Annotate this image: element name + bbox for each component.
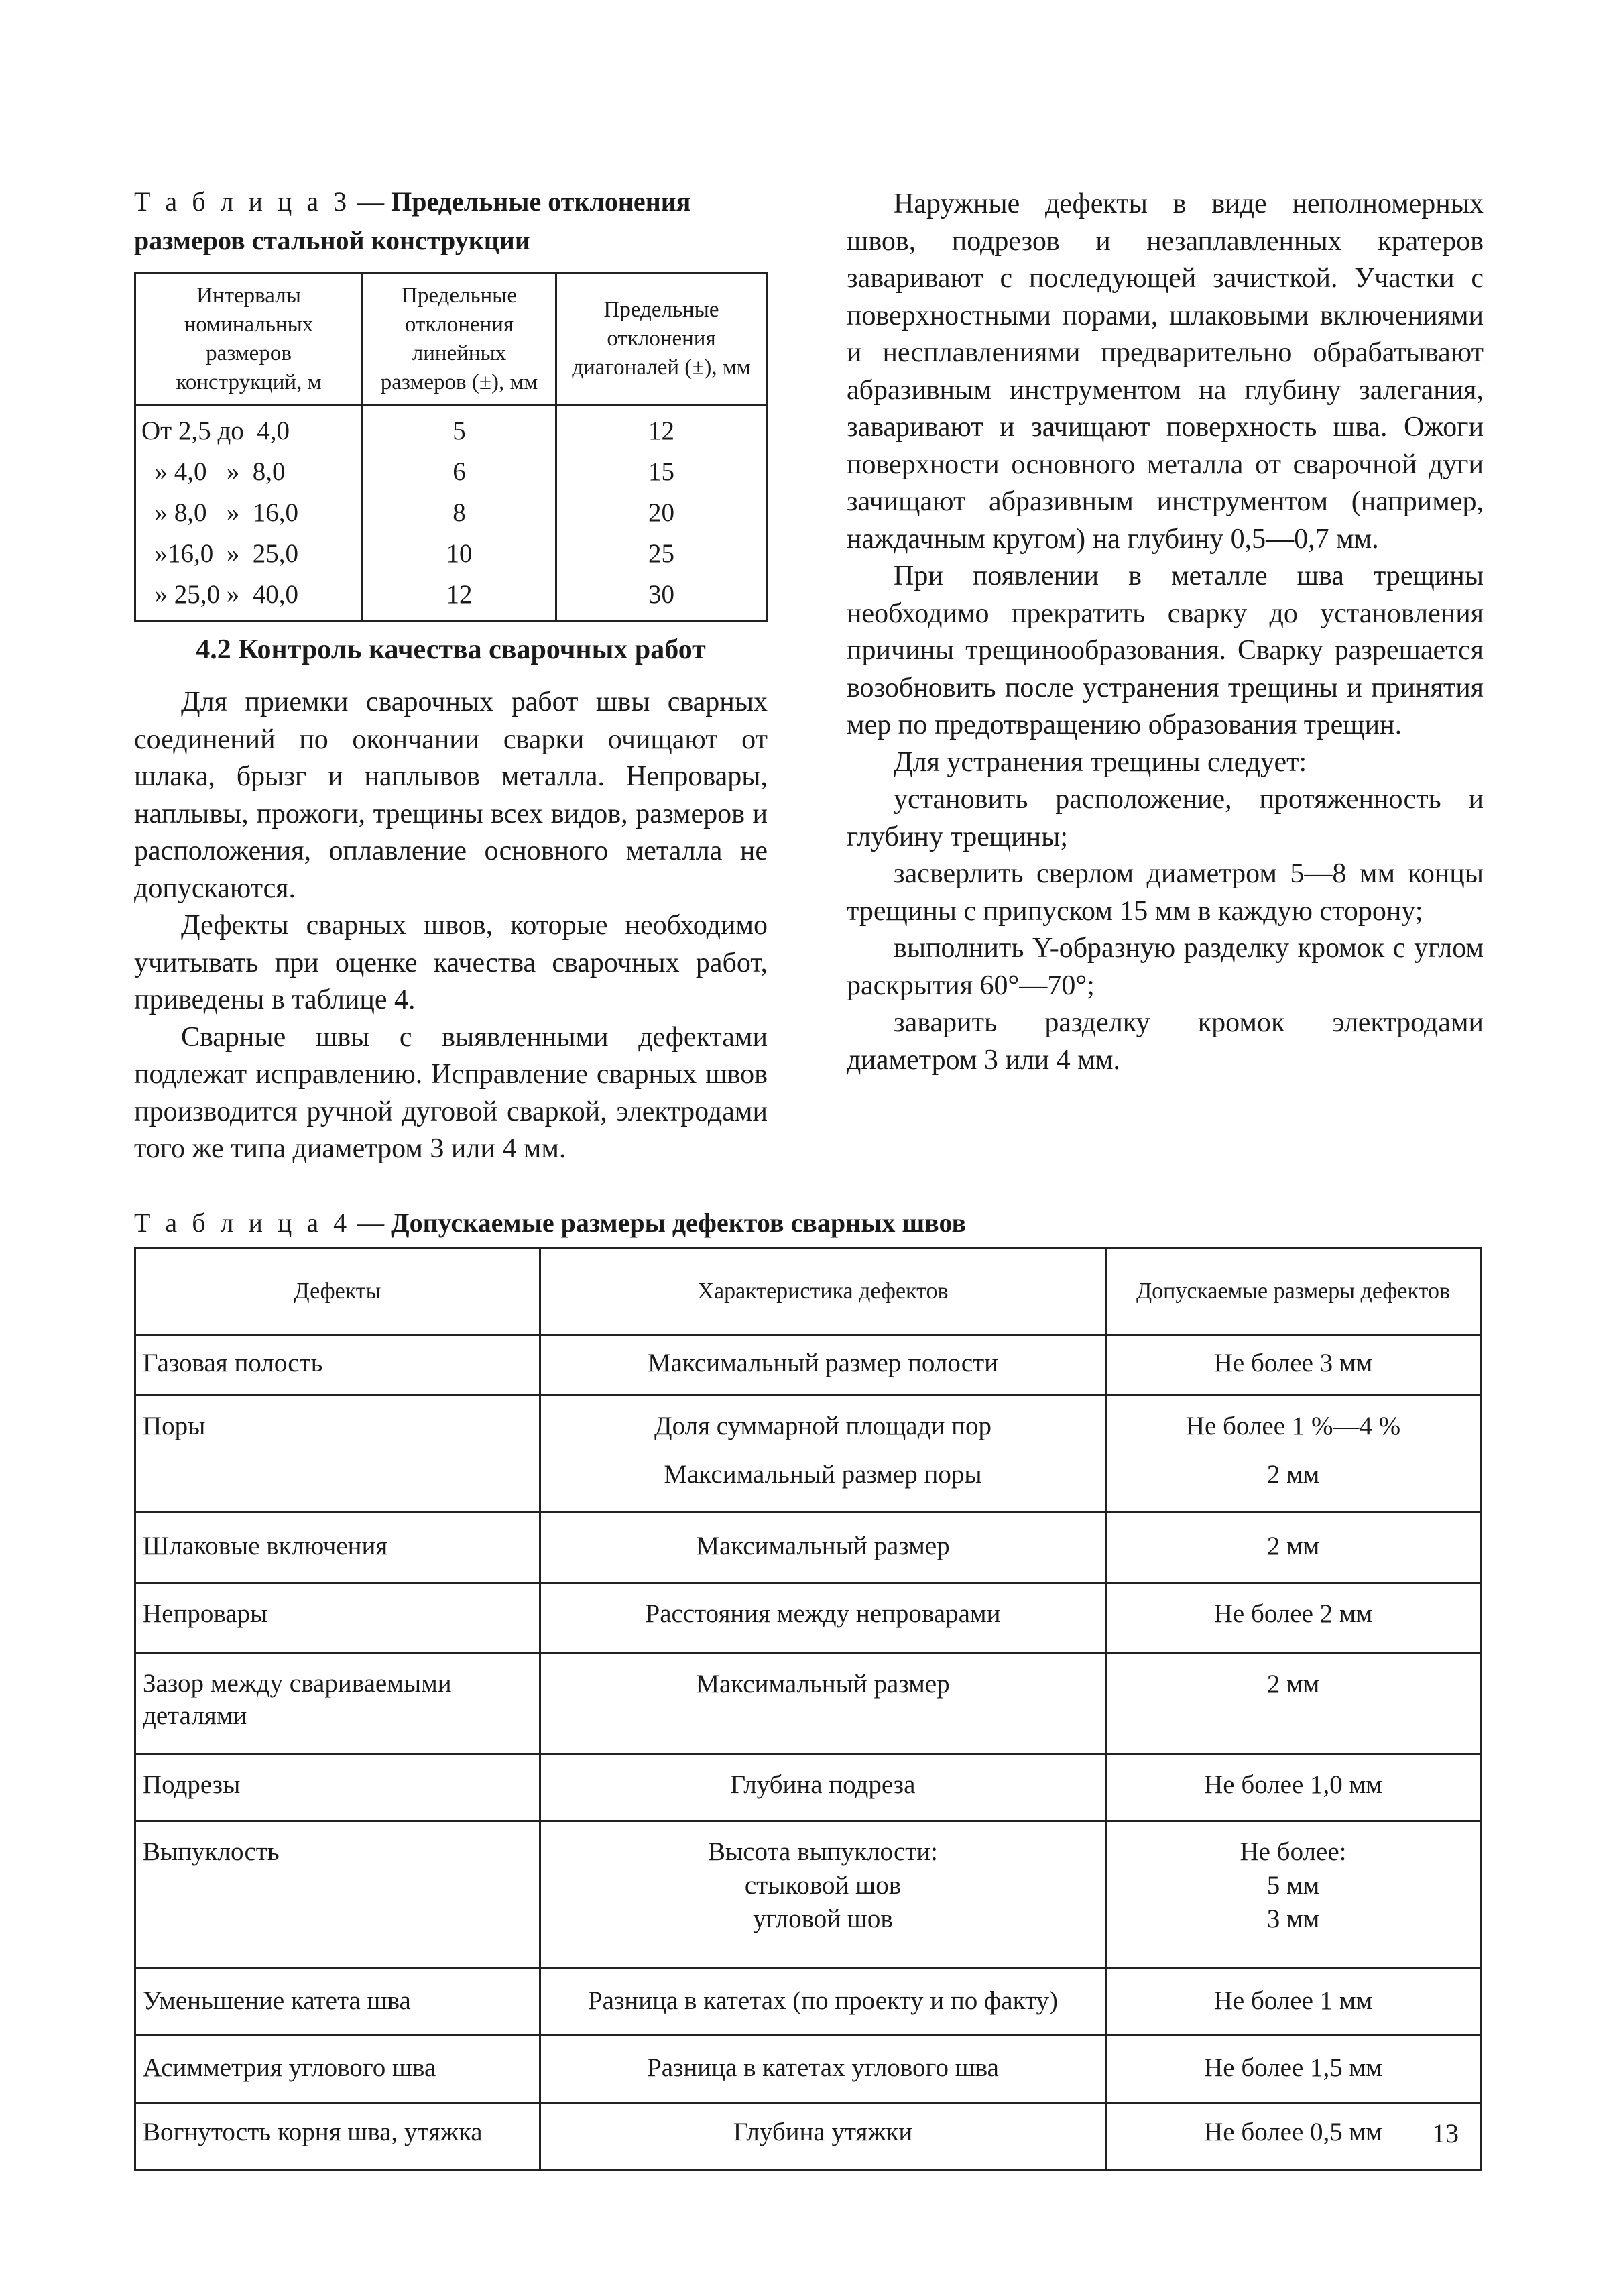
table4-defect: Непровары (135, 1583, 540, 1654)
table4-allowed-size: Не более 1 %—4 % 2 мм (1106, 1395, 1481, 1513)
table4-allowed-size: Не более 1 мм (1106, 1969, 1481, 2036)
table4-characteristic: Разница в катетах (по проекту и по факту) (540, 1969, 1106, 2036)
table-row (135, 1754, 1481, 1821)
table4-defect: Шлаковые включения (135, 1513, 540, 1583)
table-row (135, 2103, 1481, 2170)
table-row (135, 2036, 1481, 2103)
table4-header-allowed: Допускаемые размеры дефектов (1106, 1249, 1481, 1335)
table3-diagonal: 30 (556, 574, 767, 622)
table4-allowed-size: Не более 1,0 мм (1106, 1754, 1481, 1821)
table4-header-characteristic: Характеристика дефектов (540, 1249, 1106, 1335)
table4-characteristic: Максимальный размер полости (540, 1335, 1106, 1395)
table4-allowed-size: 2 мм (1106, 1654, 1481, 1754)
list-item: заварить разделку кромок электродами диаметром 3 или 4 мм. (847, 1007, 1484, 1076)
table-row (135, 1395, 1481, 1513)
table4-characteristic: Глубина утяжки (540, 2103, 1106, 2170)
table-row (135, 1654, 1481, 1754)
table4-defect: Асимметрия углового шва (135, 2036, 540, 2103)
page-number: 13 (1432, 2118, 1459, 2148)
table4-defect: Зазор между свариваемыми деталями (135, 1654, 540, 1754)
table3-header-interval: Интервалы номинальных размеров конструкций, м (135, 273, 363, 406)
table3 (134, 272, 768, 622)
table4-allowed-size: Не более 0,5 мм (1106, 2103, 1481, 2170)
table-row (135, 1583, 1481, 1654)
table3-caption-title: — Предельные отклонения размеров стальной конструкции (134, 186, 691, 255)
table3-range: » 8,0 » 16,0 (135, 492, 363, 533)
list-item: засверлить сверлом диаметром 5—8 мм концы трещины с припуском 15 мм в каждую сторону; (847, 858, 1484, 927)
table3-caption-prefix: Т а б л и ц а 3 (134, 186, 351, 217)
table4-caption (134, 1207, 1274, 1239)
table-row (135, 1335, 1481, 1395)
table3-diagonal: 25 (556, 533, 767, 574)
table3-row (135, 574, 767, 622)
table4-defect: Подрезы (135, 1754, 540, 1821)
table4-characteristic: Максимальный размер (540, 1654, 1106, 1754)
paragraph: Сварные швы с выявленными дефектами подлежат исправлению. Исправление сварных швов производится ручной дуговой сваркой, электродами того же типа диаметром 3 или 4 мм. (134, 1021, 768, 1164)
table3-linear: 10 (363, 533, 556, 574)
table-row (135, 1969, 1481, 2036)
paragraph: Для устранения трещины следует: (894, 746, 1307, 778)
right-column-text (847, 186, 1484, 1079)
table3-row (135, 406, 767, 452)
list-item: выполнить Y-образную разделку кромок с углом раскрытия 60°—70°; (847, 933, 1484, 1001)
table4-characteristic: Разница в катетах углового шва (540, 2036, 1106, 2103)
table3-diagonal: 15 (556, 451, 767, 492)
table4-defect: Вогнутость корня шва, утяжка (135, 2103, 540, 2170)
table3-range: » 4,0 » 8,0 (135, 451, 363, 492)
table3-range: »16,0 » 25,0 (135, 533, 363, 574)
table3-header-row (135, 273, 767, 406)
paragraph: При появлении в металле шва трещины необходимо прекратить сварку до установления причины трещинообразования. Сварку разрешается возобновить после устранения трещины и принятия мер по предотвращению образования трещин. (847, 561, 1484, 740)
table3-linear: 6 (363, 451, 556, 492)
table4-header-row (135, 1249, 1481, 1335)
table4-caption-title: — Допускаемые размеры дефектов сварных швов (351, 1208, 967, 1238)
table3-linear: 8 (363, 492, 556, 533)
table-row (135, 1513, 1481, 1583)
table4-characteristic: Расстояния между непроварами (540, 1583, 1106, 1654)
table4-defect: Уменьшение катета шва (135, 1969, 540, 2036)
table4 (134, 1247, 1482, 2171)
table3-row (135, 492, 767, 533)
table3-linear: 12 (363, 574, 556, 622)
table4-caption-prefix: Т а б л и ц а 4 (134, 1208, 351, 1238)
table4-characteristic: Максимальный размер (540, 1513, 1106, 1583)
table-row (135, 1821, 1481, 1969)
section-heading: 4.2 Контроль качества сварочных работ (196, 634, 706, 665)
paragraph: Для приемки сварочных работ швы сварных соединений по окончании сварки очищают от шлака, брызг и наплывов металла. Непровары, наплывы, прожоги, трещины всех видов, размеров и расположения, оплавление основного металла не допускаются. (134, 687, 768, 904)
table3-header-linear: Предельные отклонения линейных размеров (±), мм (363, 273, 556, 406)
table4-allowed-size: Не более 1,5 мм (1106, 2036, 1481, 2103)
table4-defect: Поры (135, 1395, 540, 1513)
table3-diagonal: 12 (556, 406, 767, 452)
table4-characteristic: Доля суммарной площади пор Максимальный размер поры (540, 1395, 1106, 1513)
table3-row (135, 451, 767, 492)
table3-row (135, 533, 767, 574)
table3-caption (134, 182, 778, 260)
table4-defect: Выпуклость (135, 1821, 540, 1969)
table4-characteristic: Высота выпуклости: стыковой шов угловой шов (540, 1821, 1106, 1969)
left-column-text (134, 684, 768, 1168)
table4-allowed-size: Не более 3 мм (1106, 1335, 1481, 1395)
table3-range: От 2,5 до 4,0 (135, 406, 363, 452)
table4-allowed-size: Не более 2 мм (1106, 1583, 1481, 1654)
paragraph: Дефекты сварных швов, которые необходимо учитывать при оценке качества сварочных работ, приведены в таблице 4. (134, 910, 768, 1015)
table3-diagonal: 20 (556, 492, 767, 533)
list-item: установить расположение, протяженность и глубину трещины; (847, 784, 1484, 852)
table3-header-diagonal: Предельные отклонения диагоналей (±), мм (556, 273, 767, 406)
table4-allowed-size: Не более: 5 мм 3 мм (1106, 1821, 1481, 1969)
table4-allowed-size: 2 мм (1106, 1513, 1481, 1583)
paragraph: Наружные дефекты в виде неполномерных швов, подрезов и незаплавленных кратеров заваривают с последующей зачисткой. Участки с поверхностными порами, шлаковыми включениями и несплавлениями предварительно обрабатывают абразивным инструментом на глубину залегания, заваривают и зачищают поверхность шва. Ожоги поверхности основного металла от сварочной дуги зачищают абразивным инструментом (например, наждачным кругом) на глубину 0,5—0,7 мм. (847, 188, 1484, 555)
table3-linear: 5 (363, 406, 556, 452)
table3-range: » 25,0 » 40,0 (135, 574, 363, 622)
table4-characteristic: Глубина подреза (540, 1754, 1106, 1821)
table4-defect: Газовая полость (135, 1335, 540, 1395)
table4-header-defects: Дефекты (135, 1249, 540, 1335)
